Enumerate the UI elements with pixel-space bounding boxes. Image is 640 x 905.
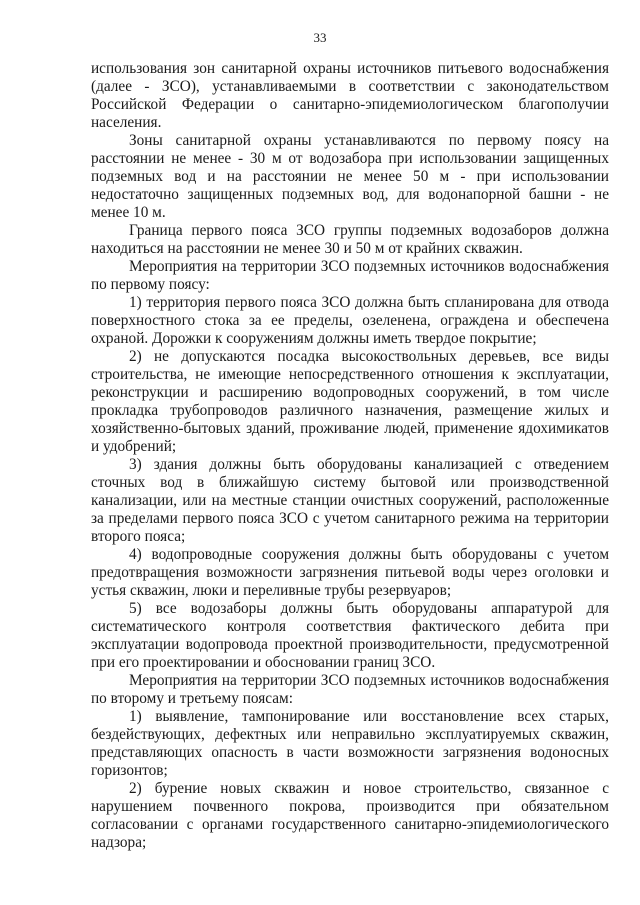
paragraph: Мероприятия на территории ЗСО подземных источников водоснабжения по первому поясу:: [91, 258, 609, 293]
paragraph: Зоны санитарной охраны устанавливаются по первому поясу на расстоянии не менее - 30 м от водозабора при использовании защищенных подземных вод и на расстоянии не менее 50 м - при использовании недостаточно защищенных подземных вод, для водонапорной башни - не менее 10 м.: [91, 132, 609, 221]
paragraph: использования зон санитарной охраны источников питьевого водоснабжения (далее - ЗСО), устанавливаемыми в соответствии с законодательством Российской Федерации о санитарно-эпидемиологическом благополучии населения.: [91, 60, 609, 131]
list-item: 5) все водозаборы должны быть оборудованы аппаратурой для систематического контроля соответствия фактического дебита при эксплуатации водопровода проектной производительности, предусмотренной при его проектировании и обосновании границ ЗСО.: [91, 600, 609, 671]
list-item: 1) территория первого пояса ЗСО должна быть спланирована для отвода поверхностного стока за ее пределы, озеленена, ограждена и обеспечена охраной. Дорожки к сооружениям должны иметь твердое покрытие;: [91, 294, 609, 347]
page-number: 33: [313, 30, 327, 45]
document-body: [91, 60, 609, 852]
list-item: 3) здания должны быть оборудованы канализацией с отведением сточных вод в ближайшую систему бытовой или производственной канализации, или на местные станции очистных сооружений, расположенные за пределами первого пояса ЗСО с учетом санитарного режима на территории второго пояса;: [91, 456, 609, 545]
list-item: 2) не допускаются посадка высокоствольных деревьев, все виды строительства, не имеющие непосредственного отношения к эксплуатации, реконструкции и расширению водопроводных сооружений, в том числе прокладка трубопроводов различного назначения, размещение жилых и хозяйственно-бытовых зданий, проживание людей, применение ядохимикатов и удобрений;: [91, 348, 609, 455]
list-item: 2) бурение новых скважин и новое строительство, связанное с нарушением почвенного покрова, производится при обязательном согласовании с органами государственного санитарно-эпидемиологического надзора;: [91, 780, 609, 851]
paragraph: Мероприятия на территории ЗСО подземных источников водоснабжения по второму и третьему поясам:: [91, 672, 609, 707]
list-item: 4) водопроводные сооружения должны быть оборудованы с учетом предотвращения возможности загрязнения питьевой воды через оголовки и устья скважин, люки и переливные трубы резервуаров;: [91, 546, 609, 599]
paragraph: Граница первого пояса ЗСО группы подземных водозаборов должна находиться на расстоянии не менее 30 и 50 м от крайних скважин.: [91, 222, 609, 257]
list-item: 1) выявление, тампонирование или восстановление всех старых, бездействующих, дефектных или неправильно эксплуатируемых скважин, представляющих опасность в части возможности загрязнения водоносных горизонтов;: [91, 708, 609, 779]
